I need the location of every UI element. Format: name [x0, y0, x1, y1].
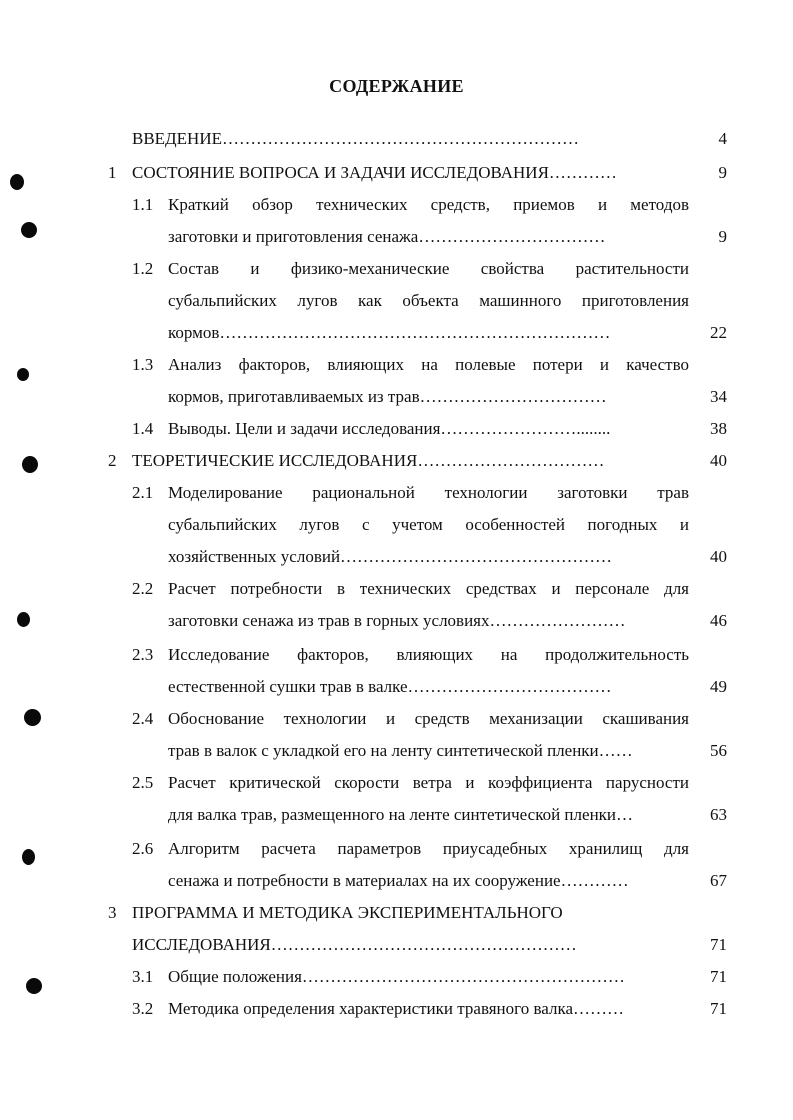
toc-number: 3 [108, 903, 117, 922]
toc-number: 2 [108, 451, 117, 470]
binder-hole [24, 709, 41, 726]
toc-entry-text: Исследование факторов, влияющих на продолжительность [168, 645, 689, 664]
toc-entry-text: субальпийских лугов как объекта машинного приготовления [168, 291, 689, 310]
page-title: СОДЕРЖАНИЕ [329, 76, 464, 96]
toc-page-number: 22 [710, 323, 727, 342]
toc-entry-text: субальпийских лугов с учетом особенностей погодных и [168, 515, 689, 534]
toc-number: 2.2 [132, 579, 154, 598]
toc-entry-text: хозяйственных условий………………………………………… [168, 547, 613, 566]
toc-entry-text: Состав и физико-механические свойства растительности [168, 259, 689, 278]
toc-entry-text: Моделирование рациональной технологии заготовки трав [168, 483, 689, 502]
toc-entry-text: Алгоритм расчета параметров приусадебных хранилищ для [168, 839, 689, 858]
toc-entry-text: СОСТОЯНИЕ ВОПРОСА И ЗАДАЧИ ИССЛЕДОВАНИЯ………… [132, 163, 617, 182]
toc-entry-text: заготовки сенажа из трав в горных условиях…………………… [168, 611, 626, 630]
binder-hole [10, 174, 24, 190]
toc-entry-text: Обоснование технологии и средств механизации скашивания [168, 709, 689, 728]
toc-entry-text: сенажа и потребности в материалах на их сооружение………… [168, 871, 629, 890]
toc-page-number: 40 [710, 547, 727, 566]
toc-number: 2.1 [132, 483, 154, 502]
toc-entry-text: Расчет критической скорости ветра и коэффициента парусности [168, 773, 689, 792]
toc-entry-text: ПРОГРАММА И МЕТОДИКА ЭКСПЕРИМЕНТАЛЬНОГО [132, 903, 563, 922]
toc-number: 3.2 [132, 999, 154, 1018]
toc-page-number: 9 [718, 227, 727, 246]
binder-hole [21, 222, 37, 238]
toc-entry-text: заготовки и приготовления сенажа…………………………… [168, 227, 606, 246]
toc-entry-text: Выводы. Цели и задачи исследования……………………........ [168, 419, 611, 438]
binder-hole [22, 456, 38, 473]
toc-number: 2.6 [132, 839, 154, 858]
toc-number: 2.4 [132, 709, 154, 728]
toc-number: 1.3 [132, 355, 154, 374]
toc-number: 3.1 [132, 967, 154, 986]
toc-entry-text: Расчет потребности в технических средствах и персонале для [168, 579, 689, 598]
toc-entry-text: Методика определения характеристики травяного валка……… [168, 999, 624, 1018]
toc-entry-text: естественной сушки трав в валке……………………………… [168, 677, 612, 696]
toc-page-number: 34 [710, 387, 727, 406]
toc-number: 1.4 [132, 419, 154, 438]
toc-entry-text: Общие положения………………………………………………… [168, 967, 625, 986]
toc-page-number: 49 [710, 677, 727, 696]
toc-page-number: 40 [710, 451, 727, 470]
toc-page-number: 38 [710, 419, 727, 438]
toc-entry-text: кормов, приготавливаемых из трав…………………………… [168, 387, 607, 406]
toc-entry-text: кормов…………………………………………………………… [168, 323, 611, 342]
toc-number: 1 [108, 163, 117, 182]
toc-page-number: 63 [710, 805, 727, 824]
toc-page-number: 71 [710, 999, 727, 1018]
toc-page-number: 71 [710, 967, 727, 986]
toc-entry-text: ТЕОРЕТИЧЕСКИЕ ИССЛЕДОВАНИЯ…………………………… [132, 451, 605, 470]
toc-entry-text: трав в валок с укладкой его на ленту синтетической пленки…… [168, 741, 633, 760]
binder-hole [17, 612, 30, 627]
toc-page-number: 56 [710, 741, 727, 760]
toc-page-number: 67 [710, 871, 727, 890]
toc-page-number: 46 [710, 611, 727, 630]
toc-number: 2.5 [132, 773, 154, 792]
toc-page-number: 4 [718, 129, 727, 148]
toc-entry-text: ВВЕДЕНИЕ……………………………………………………… [132, 129, 579, 148]
toc-entry-text: Краткий обзор технических средств, приемов и методов [168, 195, 689, 214]
binder-hole [26, 978, 42, 994]
toc-entry-text: для валка трав, размещенного на ленте синтетической пленки… [168, 805, 634, 824]
toc-entry-text: ИССЛЕДОВАНИЯ……………………………………………… [132, 935, 577, 954]
toc-number: 2.3 [132, 645, 154, 664]
binder-hole [22, 849, 35, 865]
binder-hole [17, 368, 29, 381]
toc-page-number: 71 [710, 935, 727, 954]
toc-number: 1.1 [132, 195, 154, 214]
toc-number: 1.2 [132, 259, 154, 278]
toc-entry-text: Анализ факторов, влияющих на полевые потери и качество [168, 355, 689, 374]
toc-page-number: 9 [718, 163, 727, 182]
